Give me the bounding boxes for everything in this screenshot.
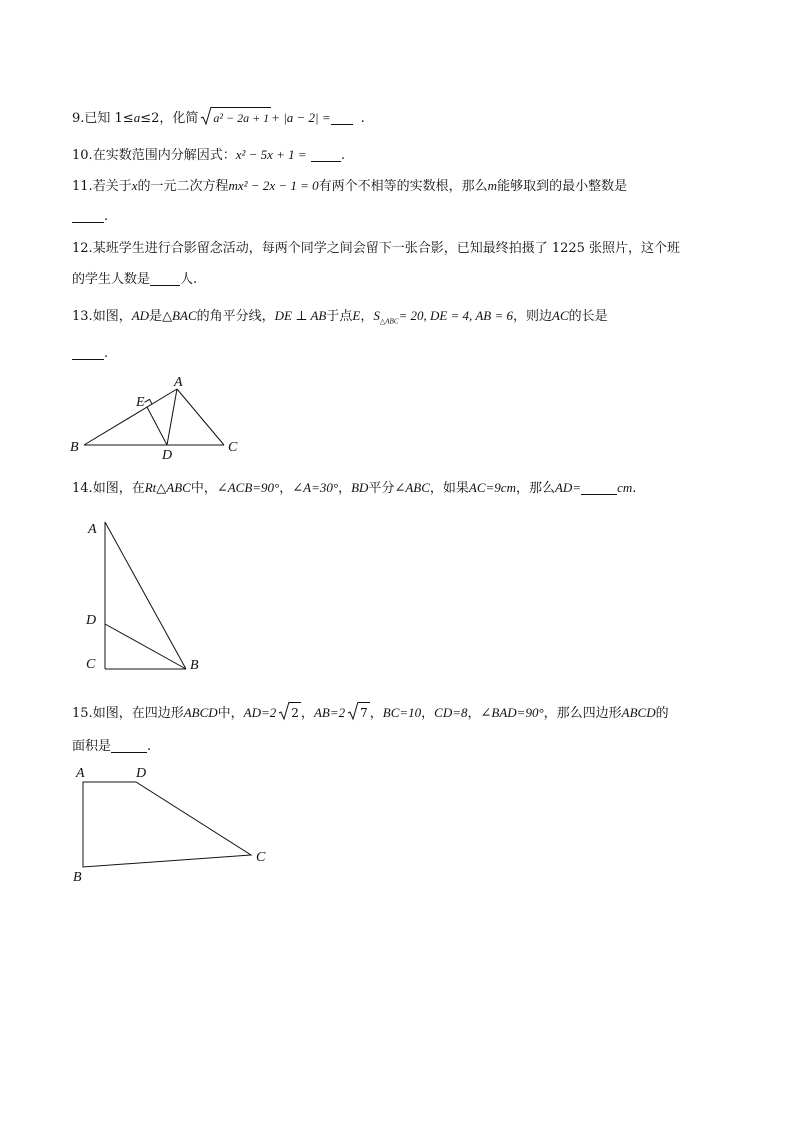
question-11-answer-line: . <box>72 207 108 227</box>
question-12-line-2: 的学生人数是 人. <box>72 272 198 287</box>
vertex-label-c: C <box>86 657 96 672</box>
answer-blank[interactable] <box>581 480 617 495</box>
vertex-label-d: D <box>136 766 147 781</box>
radical-sqrt-7: 7 <box>347 702 370 724</box>
question-12: 12.某班学生进行合影留念活动，每两个同学之间会留下一张合影，已知最终拍摄了 1225 张照片，这个班 <box>72 241 681 256</box>
vertex-label-b: B <box>73 870 82 885</box>
question-number: 13. <box>72 309 93 324</box>
question-11: 11.若关于x的一元二次方程mx² − 2x − 1 = 0有两个不相等的实数根，那么m能够取到的最小整数是 <box>72 178 628 194</box>
question-14: 14.如图，在Rt△ABC中，∠ACB=90°，∠A=30°，BD平分∠ABC，如果AC=9cm，那么AD= cm. <box>72 480 637 496</box>
question-number: 10. <box>72 148 93 163</box>
question-15: 15.如图，在四边形ABCD中，AD=2 2 ，AB=2 7 ，BC=10，CD=8，∠BAD=90°，那么四边形ABCD的 <box>72 702 669 724</box>
question-10: 10.在实数范围内分解因式：x² − 5x + 1 = . <box>72 147 345 163</box>
figure-q15-quadrilateral <box>65 760 285 890</box>
vertex-label-a: A <box>76 766 85 781</box>
vertex-label-e: E <box>136 395 145 410</box>
figure-q13-triangle <box>60 372 260 464</box>
question-9: 9.已知 1≤a≤2，化简 a² − 2a + 1 + |a − 2| = . <box>72 107 365 129</box>
question-number: 9. <box>72 111 85 126</box>
question-number: 11. <box>72 179 93 194</box>
radical-expression: a² − 2a + 1 <box>200 107 271 129</box>
vertex-label-d: D <box>86 613 97 628</box>
answer-blank[interactable] <box>150 271 180 286</box>
answer-blank[interactable] <box>331 110 353 125</box>
question-number: 14. <box>72 481 93 496</box>
answer-blank[interactable] <box>72 208 104 223</box>
vertex-label-c: C <box>228 440 238 455</box>
question-13: 13.如图，AD是△BAC的角平分线，DE ⊥ AB于点E，$S_{\triangle ABC}= 20$, DE = 4, AB = 6，则边AC的长是 <box>72 308 608 326</box>
vertex-label-b: B <box>70 440 79 455</box>
vertex-label-c: C <box>256 850 266 865</box>
radical-sqrt-2: 2 <box>278 702 301 724</box>
figure-q14-right-triangle <box>80 512 220 677</box>
answer-blank[interactable] <box>72 345 104 360</box>
vertex-label-b: B <box>190 658 199 673</box>
answer-blank[interactable] <box>111 738 147 753</box>
question-number: 12. <box>72 241 93 256</box>
question-13-answer-line: . <box>72 344 108 364</box>
vertex-label-a: A <box>174 375 183 390</box>
question-15-line-2: 面积是 . <box>72 739 152 754</box>
answer-blank[interactable] <box>311 147 341 162</box>
vertex-label-d: D <box>162 448 173 463</box>
vertex-label-a: A <box>88 522 97 537</box>
question-number: 15. <box>72 706 93 721</box>
